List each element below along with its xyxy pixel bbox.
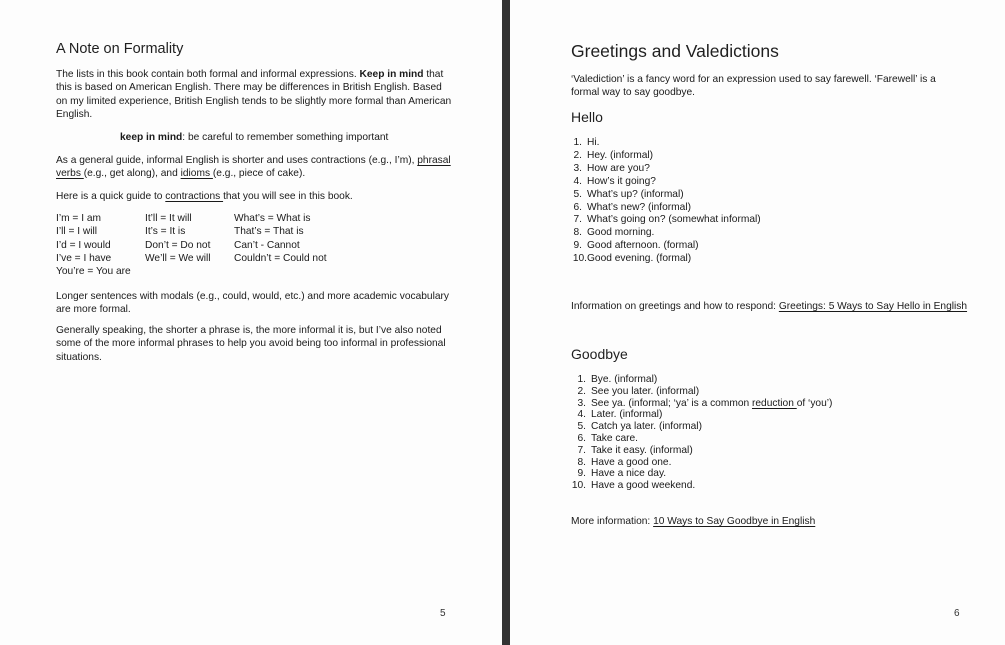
list-number: 1. <box>577 374 586 385</box>
contraction-item: I’ll = I will <box>56 226 98 238</box>
modals-paragraph <box>56 290 449 317</box>
definition-keep-in-mind <box>120 131 388 144</box>
intro-bold-term: Keep in mind <box>359 69 424 80</box>
reduction-link[interactable]: reduction <box>751 397 797 409</box>
list-item-text: Take care. <box>591 432 638 444</box>
list-item <box>568 457 832 469</box>
list-item-text: Good afternoon. (formal) <box>587 240 699 252</box>
list-item-text: How are you? <box>587 162 650 174</box>
list-item-text: Later. (informal) <box>591 409 663 421</box>
page-number-left: 5 <box>440 608 446 619</box>
list-item-text: Good evening. (formal) <box>587 253 692 265</box>
intro-line: English. <box>56 109 93 121</box>
list-item <box>568 386 832 398</box>
intro-paragraph <box>56 68 451 122</box>
list-number: 3. <box>577 397 586 409</box>
list-item <box>564 214 761 227</box>
guide-text: (e.g., get along), and <box>83 168 181 180</box>
list-item <box>564 163 761 176</box>
contraction-item: It’ll = It will <box>145 213 192 224</box>
list-number: 10. <box>571 480 586 492</box>
subheading-goodbye: Goodbye <box>571 346 628 362</box>
list-item-text: How’s it going? <box>587 175 656 187</box>
page-left <box>0 0 502 645</box>
list-number: 5. <box>577 421 586 433</box>
list-number: 2. <box>573 149 582 161</box>
list-number: 9. <box>573 240 582 252</box>
contraction-item: I’m = I am <box>56 213 102 224</box>
contraction-item: Don’t = Do not <box>145 239 211 251</box>
list-number: 10. <box>572 253 587 265</box>
list-item <box>564 176 761 189</box>
page-right <box>510 0 1005 645</box>
list-item-text: What’s going on? (somewhat informal) <box>587 214 761 226</box>
list-number: 2. <box>577 385 586 397</box>
greetings-info-label: Information on greetings and how to respond: <box>571 301 779 312</box>
goodbye-info-label: More information: <box>571 516 654 527</box>
contraction-item: That’s = That is <box>234 226 304 238</box>
list-number: 9. <box>577 468 586 480</box>
guide-paragraph <box>56 154 451 181</box>
definition-term: keep in mind <box>120 132 183 143</box>
list-item <box>568 480 832 492</box>
list-item-text: See ya. (informal; ‘ya’ is a common <box>591 397 752 409</box>
list-number: 8. <box>577 456 586 468</box>
list-item <box>564 150 761 163</box>
quick-guide-text: Here is a quick guide to <box>56 191 166 202</box>
quick-guide-text: that you will see in this book. <box>223 191 353 202</box>
list-item-text: Take it easy. (informal) <box>591 444 693 456</box>
intro-text: that <box>423 69 444 80</box>
valediction-intro-line: ‘Valediction’ is a fancy word for an expression used to say farewell. ‘Farewell’ is a <box>571 74 936 85</box>
modals-line: Longer sentences with modals (e.g., could, would, etc.) and more academic vocabulary <box>56 291 449 302</box>
contraction-item: Can’t - Cannot <box>234 239 300 251</box>
list-item <box>568 468 832 480</box>
intro-text: The lists in this book contain both formal and informal expressions. <box>56 69 360 80</box>
list-number: 4. <box>573 175 582 187</box>
list-number: 5. <box>573 188 582 200</box>
list-item <box>568 421 832 433</box>
list-number: 7. <box>573 214 582 226</box>
list-item-text: See you later. (informal) <box>591 385 700 397</box>
contractions-column-3 <box>234 212 327 265</box>
contraction-item: We’ll = We will <box>145 252 211 264</box>
list-item <box>568 374 832 386</box>
contractions-link[interactable]: contractions <box>165 191 224 202</box>
list-item-text: Hey. (informal) <box>587 149 654 161</box>
list-item <box>564 227 761 240</box>
section-heading-greetings: Greetings and Valedictions <box>571 41 779 61</box>
list-item <box>564 253 761 266</box>
list-item-text: Have a good one. <box>591 456 672 468</box>
goodbye-article-link[interactable]: 10 Ways to Say Goodbye in English <box>653 516 816 527</box>
list-item <box>568 433 832 445</box>
goodbye-list <box>568 374 832 492</box>
list-number: 3. <box>573 162 582 174</box>
intro-line: this is based on American English. There may be differences in British English. Based <box>56 82 442 94</box>
page-divider <box>502 0 510 645</box>
greetings-article-link[interactable]: Greetings: 5 Ways to Say Hello in English <box>778 301 968 312</box>
valediction-intro-line: formal way to say goodbye. <box>571 87 696 99</box>
list-item <box>568 398 832 410</box>
list-number: 1. <box>573 137 582 148</box>
list-item-text: Catch ya later. (informal) <box>591 421 702 433</box>
list-number: 7. <box>577 444 586 456</box>
list-number: 8. <box>573 227 582 239</box>
list-item <box>568 409 832 421</box>
list-item <box>564 202 761 215</box>
contraction-item: What’s = What is <box>234 213 311 224</box>
quick-guide-line <box>56 190 353 203</box>
contraction-item: I’d = I would <box>56 239 111 251</box>
hello-list <box>564 137 761 266</box>
generally-paragraph <box>56 324 446 364</box>
list-item <box>568 445 832 457</box>
list-item <box>564 137 761 150</box>
contraction-item: It’s = It is <box>145 226 186 238</box>
list-number: 6. <box>577 432 586 444</box>
guide-text: As a general guide, informal English is shorter and uses contractions (e.g., I’m), <box>56 155 418 166</box>
list-item-text: Have a good weekend. <box>591 480 696 492</box>
idioms-link[interactable]: idioms <box>180 168 213 180</box>
guide-text: (e.g., piece of cake). <box>212 168 306 180</box>
list-item-text: Good morning. <box>587 227 655 239</box>
generally-line: Generally speaking, the shorter a phrase is, the more informal it is, but I’ve also noted <box>56 325 442 336</box>
phrasal-verbs-link[interactable]: verbs <box>56 168 84 180</box>
phrasal-verbs-link[interactable]: phrasal <box>417 155 451 166</box>
list-item-text: Have a nice day. <box>591 468 667 480</box>
list-item-text: of ‘you’) <box>796 397 833 409</box>
page-number-right: 6 <box>954 608 960 619</box>
generally-line: situations. <box>56 351 102 363</box>
list-item-text: What’s new? (informal) <box>587 201 691 213</box>
subheading-hello: Hello <box>571 109 603 125</box>
list-item <box>564 189 761 202</box>
contractions-column-2 <box>145 212 211 265</box>
contraction-item: You’re = You are <box>56 266 131 278</box>
section-heading-formality: A Note on Formality <box>56 41 184 57</box>
contraction-item: Couldn’t = Could not <box>234 252 327 264</box>
list-item <box>564 240 761 253</box>
valediction-intro <box>571 73 936 100</box>
generally-line: some of the more informal phrases to help you avoid being too informal in professional <box>56 338 446 350</box>
contraction-item: I’ve = I have <box>56 252 112 264</box>
goodbye-info-line <box>571 515 815 528</box>
list-item-text: Hi. <box>587 137 600 148</box>
list-item-text: Bye. (informal) <box>591 374 658 385</box>
list-item-text: What’s up? (informal) <box>587 188 684 200</box>
list-number: 4. <box>577 409 586 421</box>
modals-line: are more formal. <box>56 304 131 316</box>
contractions-column-1 <box>56 212 131 278</box>
list-number: 6. <box>573 201 582 213</box>
intro-line: on my limited experience, British English tends to be slightly more formal than American <box>56 95 452 107</box>
definition-text: : be careful to remember something important <box>182 132 389 143</box>
greetings-info-line <box>571 300 967 313</box>
